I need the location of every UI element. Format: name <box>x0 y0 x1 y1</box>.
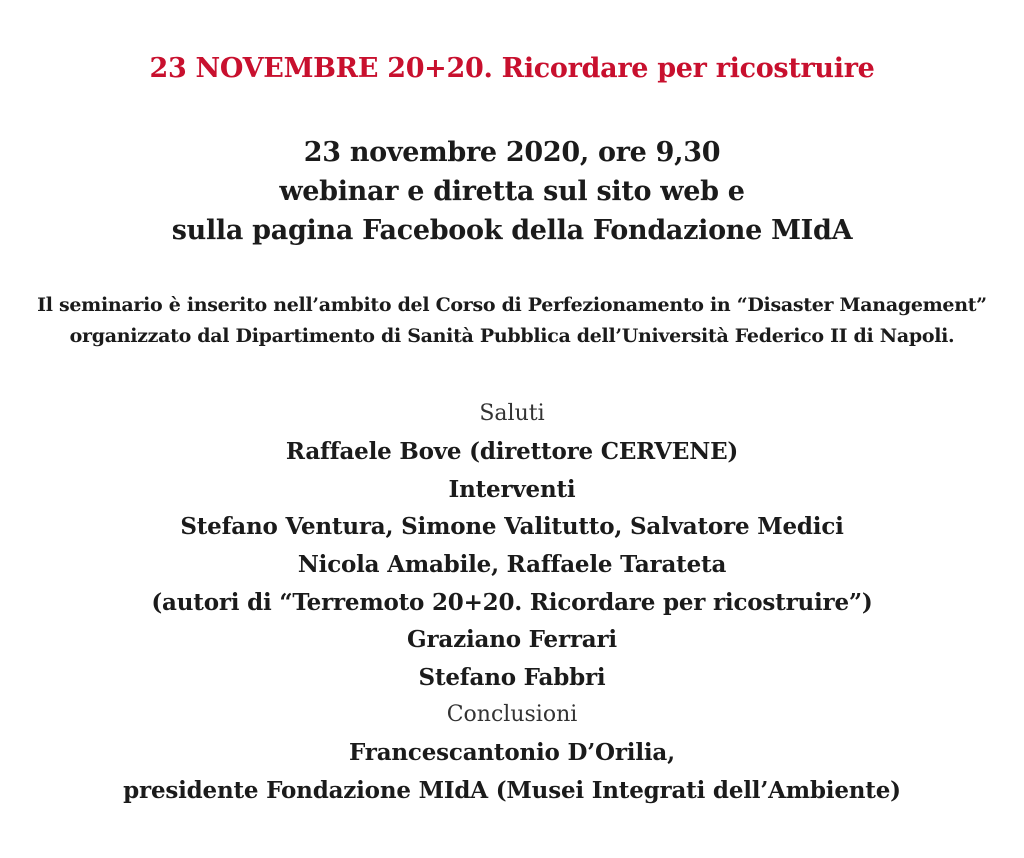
book-authors-note: (autori di “Terremoto 20+20. Ricordare per ricostruire”) <box>151 589 873 616</box>
event-facebook-line: sulla pagina Facebook della Fondazione MIdA <box>171 215 853 246</box>
speaker-line-stefano: Stefano Fabbri <box>418 664 606 691</box>
conclusioni-speaker: Francescantonio D’Orilia, <box>349 739 675 766</box>
conclusioni-role: presidente Fondazione MIdA (Musei Integrati dell’Ambiente) <box>123 777 901 804</box>
saluti-heading: Saluti <box>479 401 545 426</box>
speaker-line-2: Nicola Amabile, Raffaele Tarateta <box>297 551 727 578</box>
interventi-heading: Interventi <box>448 476 576 503</box>
seminar-note-line-1: Il seminario è inserito nell’ambito del Corso di Perfezionamento in “Disaster Management” <box>37 294 987 316</box>
seminar-note-line-2: organizzato dal Dipartimento di Sanità Pubblica dell’Università Federico II di Napoli. <box>69 325 955 347</box>
page-title: 23 NOVEMBRE 20+20. Ricordare per ricostruire <box>149 53 875 84</box>
speaker-line-graziano: Graziano Ferrari <box>407 626 617 653</box>
conclusioni-heading: Conclusioni <box>446 702 578 727</box>
event-webinar-line: webinar e diretta sul sito web e <box>279 176 745 207</box>
saluti-speaker: Raffaele Bove (direttore CERVENE) <box>285 438 739 465</box>
event-date-time: 23 novembre 2020, ore 9,30 <box>303 137 721 168</box>
speaker-line-1: Stefano Ventura, Simone Valitutto, Salvatore Medici <box>180 513 844 540</box>
